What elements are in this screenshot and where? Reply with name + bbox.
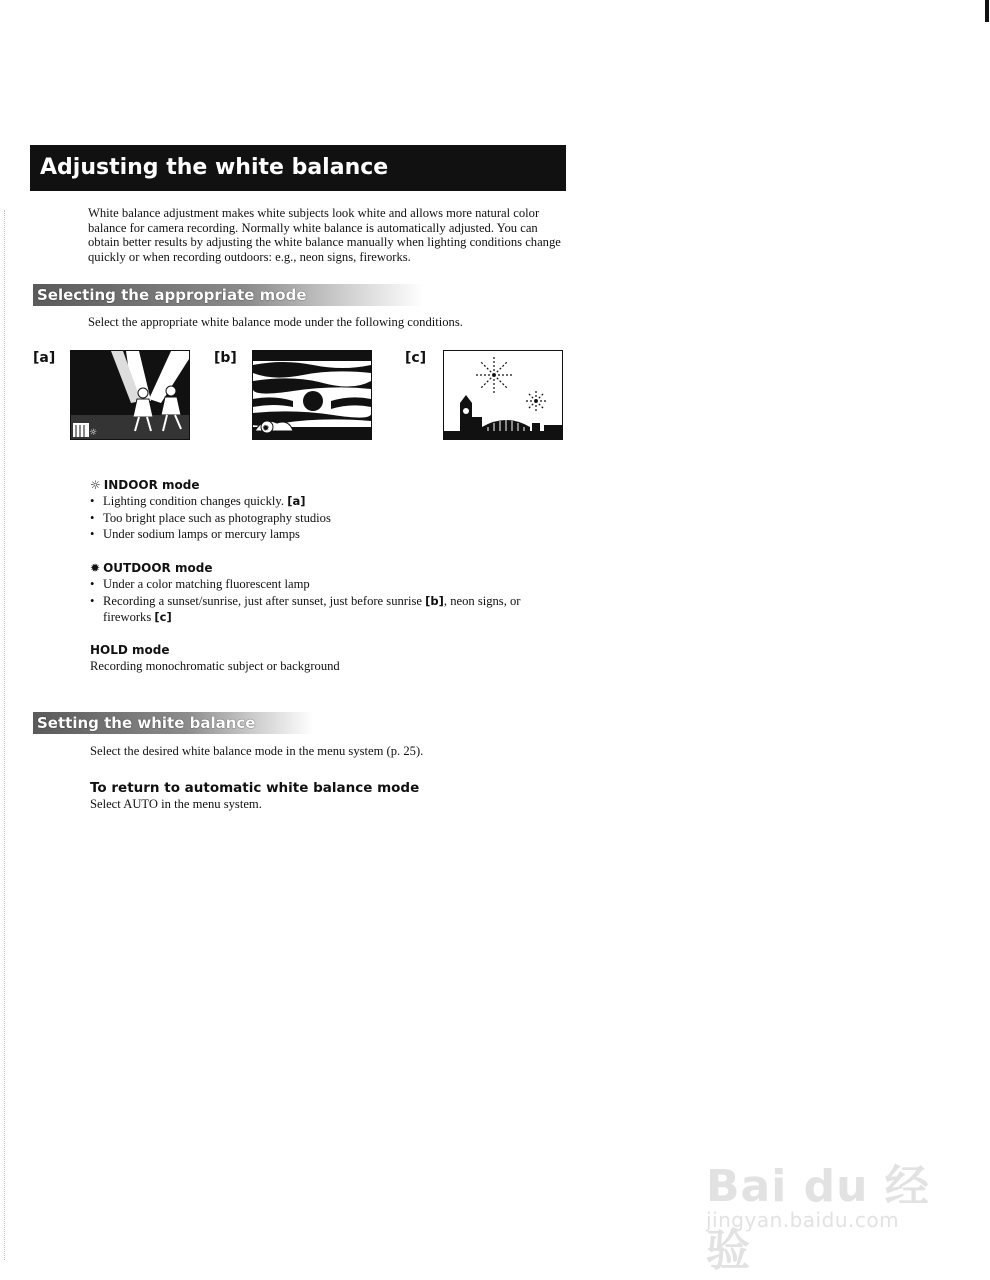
outdoor-mode-list [90, 576, 560, 626]
return-auto-heading: To return to automatic white balance mode [90, 780, 420, 796]
scan-margin-line [4, 210, 5, 1260]
indoor-mode-block [90, 478, 560, 543]
list-item: • Too bright place such as photography studios [90, 510, 560, 527]
list-item: • Under a color matching fluorescent lamp [90, 576, 560, 593]
outdoor-mode-title: OUTDOOR mode [103, 561, 213, 575]
intro-paragraph: White balance adjustment makes white subjects look white and allows more natural color balance for camera recording. Normally white balance is automatically adjusted. You can obtain better results by adjusting the white balance manually when lighting conditions change quickly or when recording outdoors: e.g., neon signs, fireworks. [88, 206, 561, 264]
image-reference: [b] [425, 593, 444, 608]
watermark-logo-text: Bai du 经验 [706, 1161, 930, 1276]
indoor-mode-title: INDOOR mode [103, 478, 200, 492]
hold-mode-title: HOLD mode [90, 643, 170, 657]
image-label-b: [b] [214, 350, 237, 366]
page-title: Adjusting the white balance [30, 145, 566, 191]
list-item: • Recording a sunset/sunrise, just after sunset, just before sunrise [b], neon signs, or fireworks [c] [90, 593, 560, 626]
dancers-spotlight-icon [70, 350, 190, 440]
sunset-clouds-icon [252, 350, 372, 440]
return-auto-text: Select AUTO in the menu system. [90, 797, 262, 811]
return-auto-block [90, 780, 560, 812]
section-text-selecting-mode: Select the appropriate white balance mode under the following conditions. [88, 315, 463, 329]
image-reference: [c] [154, 610, 172, 624]
list-item: • Lighting condition changes quickly. [a] [90, 493, 560, 510]
image-label-c: [c] [405, 350, 427, 366]
image-label-a: [a] [33, 350, 56, 366]
indoor-mode-heading [90, 478, 560, 493]
section-text-setting-white-balance: Select the desired white balance mode in the menu system (p. 25). [90, 744, 424, 758]
section-heading-selecting-mode: Selecting the appropriate mode [33, 284, 423, 306]
baidu-watermark [700, 1140, 940, 1276]
outdoor-sun-icon: ✹ [90, 561, 101, 575]
section-heading-setting-white-balance: Setting the white balance [33, 712, 313, 734]
fireworks-city-icon [443, 350, 563, 440]
svg-text:☼: ☼ [89, 428, 98, 438]
list-item: • Under sodium lamps or mercury lamps [90, 526, 560, 543]
indoor-mode-list [90, 493, 560, 543]
outdoor-mode-heading [90, 561, 560, 576]
scan-edge-mark [985, 0, 989, 22]
hold-mode-text: Recording monochromatic subject or background [90, 659, 340, 673]
indoor-lamp-icon: ☼ [90, 478, 101, 492]
watermark-url: jingyan.baidu.com [706, 1208, 900, 1232]
image-reference: [a] [287, 494, 306, 508]
outdoor-mode-block [90, 561, 560, 626]
hold-mode-block [90, 643, 560, 674]
svg-text:✹: ✹ [262, 424, 270, 434]
